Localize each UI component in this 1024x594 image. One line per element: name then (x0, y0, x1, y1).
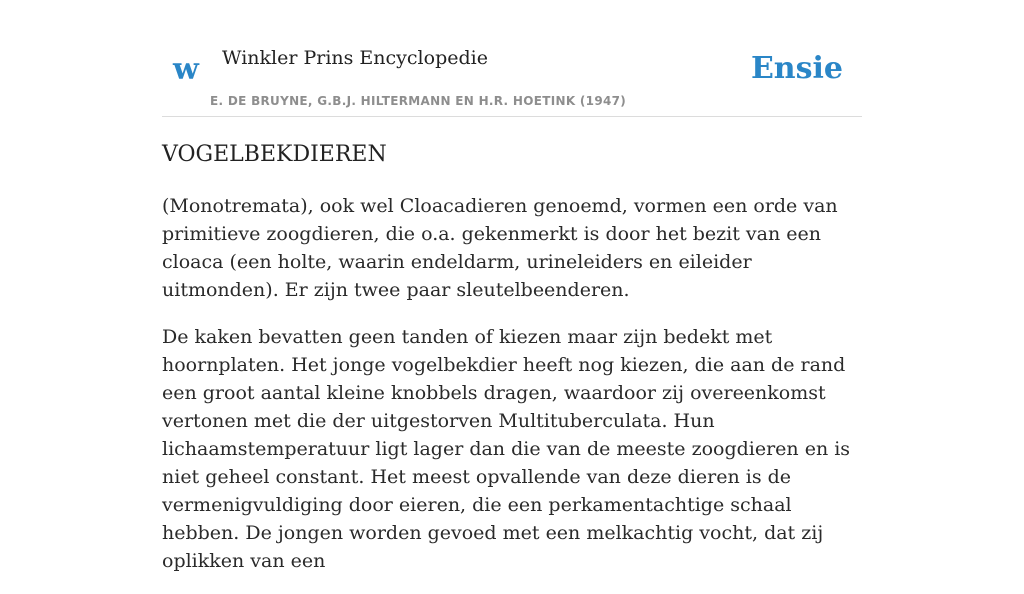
site-header (162, 0, 862, 117)
publication-title[interactable]: Winkler Prins Encyclopedie (222, 47, 488, 69)
article-paragraph: (Monotremata), ook wel Cloacadieren genoemd, vormen een orde van primitieve zoogdieren, die o.a. gekenmerkt is door het bezit van een cloaca (een holte, waarin endeldarm, urineleiders en eileider uitmonden). Er zijn twee paar sleutelbeenderen. (162, 195, 838, 301)
article-body (162, 192, 867, 594)
article-paragraph: De kaken bevatten geen tanden of kiezen maar zijn bedekt met hoornplaten. Het jonge vogelbekdier heeft nog kiezen, die aan de rand een groot aantal kleine knobbels dragen, waardoor zij overeenkomst vertonen met die der uitgestorven Multituberculata. Hun lichaamstemperatuur ligt lager dan die van de meeste zoogdieren en is niet geheel constant. Het meest opvallende van deze dieren is de vermenigvuldiging door eieren, die een perkamentachtige schaal hebben. De jongen worden gevoed met een melkachtig vocht, dat zij oplikken van een (162, 326, 851, 572)
winkler-prins-logo[interactable]: w (173, 52, 199, 87)
ensie-logo[interactable]: Ensie (750, 51, 843, 86)
article-title: VOGELBEKDIEREN (162, 142, 387, 167)
publication-authors: E. DE BRUYNE, G.B.J. HILTERMANN EN H.R. HOETINK (1947) (210, 94, 627, 108)
